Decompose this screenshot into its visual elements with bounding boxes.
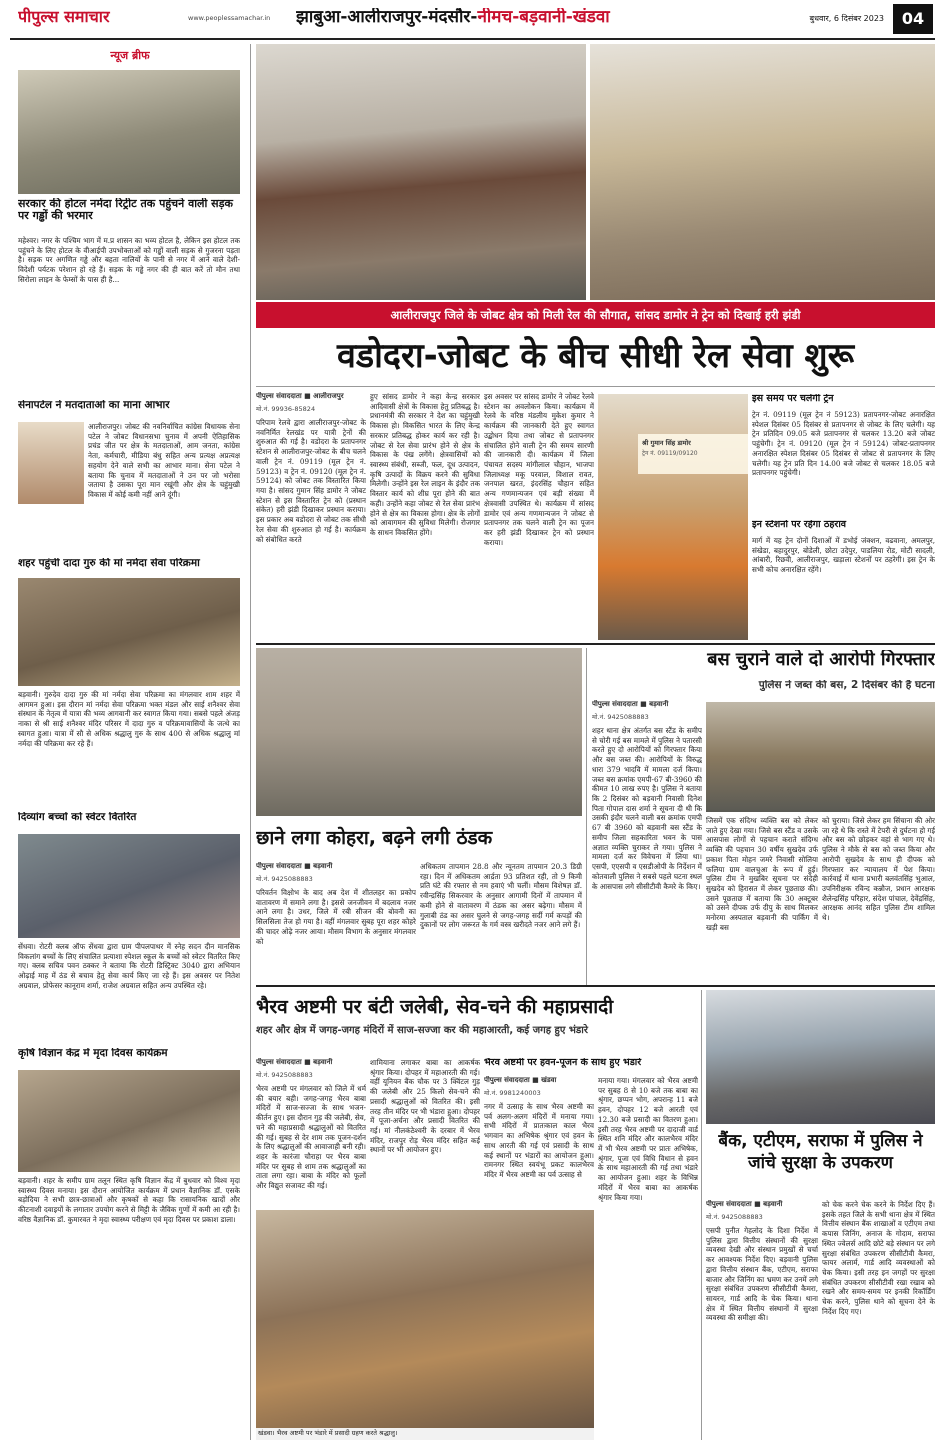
fog-column-1: परिवर्तन विक्षोभ के बाद अब देश में शीतलहर का प्रकोप वातावरण में समाने लगा है। इससे जनजीवन में बदलाव नजर आने लगा है। उधर, जिले में रबी सीजन की बोवनी का सिलसिला तेज हो गया है। वहीं मंगलवार सुबह पूरा शहर कोहरे की चादर ओढ़े नजर आया। मौसम विभाग के अनुसार मंगलवार को bbox=[256, 888, 416, 946]
bhairav-column-1: भैरव अष्टमी पर मंगलवार को जिले में धर्म की बयार बही। जगह-जगह भैरव बाबा मंदिरों में साज-सज्जा के साथ भजन-कीर्तन हुए। इस दौरान गुड़ की जलेबी, सेव, चने की महाप्रसादी श्रद्धालुओं को वितरित की गई। सुबह से देर शाम तक पूजन-दर्शन के लिए श्रद्धालुओं की आवाजाही बनी रही। शहर के कारंजा चौराहा पर भैरव बाबा मंदिर पर सुबह से शाम तक श्रद्धालुओं का ताता लगा रहा। बाबा के मंदिर को फूलों और विद्युत सजावट की गई। bbox=[256, 1084, 366, 1191]
masthead-divider bbox=[10, 38, 935, 40]
brief-3-headline: शहर पहुंची दादा गुरु की मां नर्मदा सेवा परिक्रमा bbox=[18, 558, 200, 569]
bus-mobile: मो.नं. 9425088883 bbox=[592, 713, 649, 721]
masthead bbox=[0, 0, 945, 48]
fog-mobile: मो.नं. 9425088883 bbox=[256, 875, 313, 883]
brief-4-headline: दिव्यांग बच्चों को स्वेटर वितरित bbox=[18, 812, 137, 823]
lead-column-2: हुए सांसद डामोर ने कहा केन्द्र सरकार आदिवासी क्षेत्रों के विकास हेतु प्रतिबद्ध है। प्रधानमंत्री की सरकार ने देश का चहुंमुखी विकास हो। विकसित भारत के लिए केन्द्र सरकार प्रतिबद्ध होकर कार्य कर रही है। जोबट से रेल सेवा प्रारंभ होने से क्षेत्र के विकास के पंख लगेंगे। क्षेत्रवासियों को स्वास्थ्य संबंधी, सब्जी, फल, दूध उत्पादन, कृषि उत्पादों के विक्रय करने की सुविधा मिलेगी। उन्होंने इस रेल लाइन के इंदौर तक विस्तार कार्य को शीघ्र पूरा होने की बात कही। उन्होंने कहा जोबट से रेल सेवा प्रारंभ होने से क्षेत्र का विकास होगा। क्षेत्र के लोगों को आवागमन की सुविधा मिलेगी। रोजगार के साधन विकसित होंगे। bbox=[370, 392, 480, 538]
bank-mobile: मो.नं. 9425088883 bbox=[706, 1213, 763, 1221]
brief-1-headline: सरकार की होटल नर्मदा रिट्रीट तक पहुंचने वाली सड़क पर गड्ढों की भरमार bbox=[18, 198, 233, 223]
brief-2-body: आलीराजपुर। जोबट की नवनिर्वाचित कांग्रेस विधायक सेना पटेल ने जोबट विधानसभा चुनाव में अपनी ऐतिहासिक प्रचंड जीत पर क्षेत्र के मतदाताओं, आम जनता, कांग्रेस नेता, कर्मचारी, मीडिया बंधु सहित अन्य प्रत्यक्ष अप्रत्यक्ष सहयोग देने वाले सभी का आभार माना। सेना पटेल ने बताया कि चुनाव में मतदाताओं ने उन पर जो भरोसा जताया है उसका पूरा मान रखूंगी और क्षेत्र के चहुंमुखी विकास में कोई कमी नहीं आने दूंगी। bbox=[88, 422, 240, 500]
bank-column-1: एसपी पुनीत गेहलोद के दिशा निर्देश में पुलिस द्वारा वित्तीय संस्थानों की सुरक्षा व्यवस्था देखी और संस्थान प्रमुखों से चर्चा कर आवश्यक निर्देश दिए। बड़वानी पुलिस द्वारा वित्तीय संस्थान बैंक, एटीएम, सराफा बाजार और जिनिंग का भ्रमण कर उनमें लगे सुरक्षा संबंधित उपकरण सीसीटीवी कैमरा, सायरन, गार्ड आदि के चेक किया। थाना क्षेत्र में स्थित वित्तीय संस्थानों में सुरक्षा व्यवस्था की समीक्षा की। bbox=[706, 1226, 818, 1323]
stations-heading: इन स्टेशनों पर रहेगा ठहराव bbox=[752, 520, 847, 530]
fog-column-2: अधिकतम तापमान 28.8 और न्यूनतम तापमान 20.3 डिग्री रहा। दिन में अधिकतम आर्द्रता 93 प्रतिशत रही, तो 9 किमी प्रति घंटे की रफ्तार से नम हवाएं भी चलीं। मौसम विशेषज्ञ डॉ. रवीन्द्रसिंह सिकरवार के अनुसार आगामी दिनों में तापमान में कमी होने से वातावरण में ठंडक का असर बढ़ेगा। मौसम में गुलाबी ठंड का असर घुलने से जगह-जगह सर्दी गर्म कपड़ों की दुकानों पर लोग जरूरत के गर्म वस्त्र खरीदते नजर आने लगे हैं। bbox=[420, 862, 582, 930]
mla-portrait-photo bbox=[18, 422, 84, 504]
parikrama-procession-photo bbox=[18, 578, 240, 686]
bhairav-khandwa-subhead: भैरव अष्टमी पर हवन-पूजन के साथ हुए भंडारे bbox=[484, 1058, 642, 1068]
mp-at-podium-photo bbox=[598, 394, 748, 640]
region-title-part-b: नीमच-बड़वानी-खंडवा bbox=[477, 8, 610, 27]
bhairav-khandwa-byline: पीपुल्स संवाददाता ■ खंडवा bbox=[484, 1076, 557, 1084]
stations-text: मार्ग में यह ट्रेन दोनों दिशाओं में डभोई जंक्शन, वढवाना, अमलपुर, संखेडा, बहादुरपुर, बोडेली, छोटा उदेपुर, पाडलिया रोड, मोटी सादली, आंबारी, रिछवी, आलीराजपुर, खड़ाला स्टेशनों पर ठहरेगी। इस ट्रेन के सभी कोच अनारक्षित रहेंगे। bbox=[752, 536, 935, 575]
newspaper-logo bbox=[18, 5, 178, 27]
bus-column-2: जिसमें एक संदिग्ध व्यक्ति बस को लेकर जाते हुए देखा गया। जिसे बस स्टैंड व उसके आसपास लोगों से पहचान कराते संदिग्ध व्यक्ति की पहचान 30 वर्षीय सुखदेव उर्फ प्रकाश पिता मोहन जमरे निवासी सोलिया फलिया ग्राम वालचुआ के रूप में हुई। पुलिस टीम ने मुखबिर सूचना पर संदेही सुखदेव को हिरासत में लेकर पूछताछ की। उसने पूछताछ में बताया कि 30 अक्टूबर को उसने दीपक उर्फ दीपु के साथ मिलकर मनोरमा अस्पताल बड़वानी की पार्किंग में खड़ी बस bbox=[706, 816, 818, 932]
lead-column-1: परिपाम रेलवे द्वारा आलीराजपुर-जोबट के नवनिर्मित रेलखंड पर यात्री ट्रेनों की शुरुआत की गई है। वडोदरा के प्रतापनगर स्टेशन से आलीराजपुर-जोबट के बीच चलने वाली ट्रेन नं. 09119 (मूल ट्रेन नं. 59123) व ट्रेन नं. 09120 (मूल ट्रेन नं. 59124) को जोबट तक विस्तारित किया गया है। सांसद गुमान सिंह डामोर ने जोबट स्टेशन से इस विस्तारित ट्रेन को (प्रस्थान संकेत) हरी झंडी दिखाकर प्रस्थान कराया। इस प्रकार अब वडोदरा से जोबट तक सीधी रेल सेवा की शुरुआत हो गई है। कार्यक्रम को संबोधित करते bbox=[256, 418, 366, 544]
sweater-distribution-photo bbox=[18, 834, 240, 938]
police-with-accused-photo bbox=[706, 702, 935, 812]
brief-5-headline: कृषि विज्ञान केंद्र में मृदा दिवस कार्यक्रम bbox=[18, 1048, 168, 1059]
podium-banner bbox=[638, 434, 748, 474]
bank-headline: बैंक, एटीएम, सराफा में पुलिस ने जांचे सुरक्षा के उपकरण bbox=[718, 1131, 923, 1174]
bus-headline: बस चुराने वाले दो आरोपी गिरफ्तार bbox=[707, 650, 935, 670]
audience-gathering-photo bbox=[590, 44, 935, 300]
lead-bottom-rule bbox=[256, 643, 935, 645]
bus-column-1: शहर थाना क्षेत्र अंतर्गत बस स्टैंड के समीप से चोरी गई बस मामले में पुलिस ने पतारसी करते हुए दो आरोपियों को गिरफ्तार किया और बस जब्त की। आरोपियों के विरुद्ध धारा 379 भादवि में मामला दर्ज किया। जब्त बस क्रमांक एमपी-67 बी-3960 की कीमत 10 लाख रुपए है। पुलिस ने बताया कि 2 दिसंबर को बड़वानी निवासी दिनेश पिता गोपाल दास शर्मा ने सूचना दी थी कि उसकी इंदौर चलने वाली बस क्रमांक एमपी 67 बी 3960 को बड़वानी बस स्टैंड के समीप जिला सहकारिता भवन के पास अज्ञात व्यक्ति चुराकर ले गया। पुलिस ने मामला दर्ज कर विवेचना में लिया था। एसपी, एएसपी व एसडीओपी के निर्देशन में कोतवाली पुलिस ने सबसे पहले घटना स्थल के आसपास लगे सीसीटीवी कैमरे के किए। bbox=[592, 726, 702, 891]
lead-kicker-bar bbox=[256, 302, 935, 328]
page-number: 04 bbox=[893, 4, 933, 34]
brief-1-body: महेश्वर। नगर के पश्चिम भाग में म.प्र शासन का भव्य होटल है, लेकिन इस होटल तक पहुंचने के लिए होटल के वीआईपी उपभोक्ताओं को गड्ढों वाली सड़क से गुजरना पड़ता है। सड़क पर अगणित गड्ढे और बहता नालियों के पानी से नगर में आने वाले देशी-विदेशी पर्यटक परेशान हो रहे हैं। सड़क के गड्ढे नगर की ही बात करें तो मौन तथा सिरोला लाइन के फेम्सों के पास ही है... bbox=[18, 236, 240, 284]
road-potholes-photo bbox=[18, 70, 240, 194]
brief-2-headline: सेनापटेल ने मतदाताओं का माना आभार bbox=[18, 400, 170, 411]
bhairav-mobile: मो.नं. 9425088883 bbox=[256, 1071, 313, 1079]
bhairav-headline: भैरव अष्टमी पर बंटी जलेबी, सेव-चने की महाप्रसादी bbox=[256, 996, 614, 1018]
column-divider-left bbox=[250, 44, 251, 1440]
logo-text: पीपुल्स समाचार bbox=[18, 7, 110, 26]
region-title-part-a: झाबुआ-आलीराजपुर-मंदसौर- bbox=[296, 8, 478, 27]
lead-kicker: आलीराजपुर जिले के जोबट क्षेत्र को मिली रेल की सौगात, सांसद डामोर ने ट्रेन को दिखाई हरी झंडी bbox=[390, 308, 801, 322]
bhairav-byline: पीपुल्स संवाददाता ■ बड़वानी bbox=[256, 1058, 333, 1066]
bus-subhead: पुलिस ने जब्त की बस, 2 दिसंबर की है घटना bbox=[758, 680, 935, 691]
soil-day-event-photo bbox=[18, 1070, 240, 1172]
brief-5-body: बड़वानी। शहर के समीप ग्राम तलून स्थित कृषि विज्ञान केंद्र में बुधवार को विश्व मृदा स्वास्थ्य दिवस मनाया। इस दौरान आयोजित कार्यक्रम में प्रधान वैज्ञानिक डॉ. एसके बड़ोदिया ने सभी छात्र-छात्राओं और कृषकों से कहा कि रासायनिक खादों और कीटनाशी दवाइयों के लगातार उपयोग करने से मिट्टी के जैविक गुणों में कमी आ रही है। वरिष्ठ वैज्ञानिक डॉ. कुमारवत ने मृदा स्वास्थ्य परीक्षण एवं मृदा दिवस पर प्रकाश डाला। bbox=[18, 1176, 240, 1224]
fog-headline: छाने लगा कोहरा, बढ़ने लगी ठंडक bbox=[256, 827, 493, 849]
lead-byline: पीपुल्स संवाददाता ■ आलीराजपुर bbox=[256, 392, 344, 400]
news-brief-label: न्यूज ब्रीफ bbox=[110, 49, 150, 62]
bhairav-column-2: शामियाना लगाकर बाबा का आकर्षक श्रृंगार किया। दोपहर में महाआरती की गई। वहीं यूनियन बैंक चौक पर 3 क्विंटल गुड़ की जलेबी और 25 किलो सेव-चने की प्रसादी श्रद्धालुओं को वितरित की। इसी तरह तीन मंदिर पर भी भंडारा हुआ। दोपहर में पूजा-अर्चना और प्रसादी वितरित की गई। मां नीलकंठेश्वरी के दरबार में भैरव मंदिर, राजपुर रोड़ भैरव मंदिर सहित कई स्थानों पर भी आयोजन हुए। bbox=[370, 1058, 480, 1155]
bank-byline: पीपुल्स संवाददाता ■ बड़वानी bbox=[706, 1200, 783, 1208]
bhairav-column-3: नगर में उत्साह के साथ भैरव अष्टमी का पर्व अलग-अलग मंदिरों में मनाया गया। सभी मंदिरों में प्रातःकाल काल भैरव भगवान का अभिषेक श्रृंगार एवं हवन के साथ आरती की गई एवं प्रसादी के साथ कई स्थानों पर भंडारों का आयोजन हुआ। रामनगर स्थित स्वयंभू प्रकट कालभैरव मंदिर में भैरव अष्टमी का पर्व उत्साह से bbox=[484, 1102, 594, 1180]
mid-bottom-rule bbox=[256, 985, 935, 987]
bus-byline: पीपुल्स संवाददाता ■ बड़वानी bbox=[592, 700, 669, 708]
bus-column-3: को चुराया। जिसे लेकर हम सिंचाना की ओर जा रहे थे कि रास्ते में टेपरी से दुर्घटना हो गई और बस को छोड़कर वहां से भाग गए थे। पुलिस ने मौके से बस को जब्त किया और आरोपी सुखदेव के साथ ही दीपक को गिरफ्तार कर न्यायालय में पेश किया। कार्रवाई में थाना प्रभारी बलवंतसिंह भुआल, उपनिरीक्षक रविन्द कन्नौज, प्रधान आरक्षक शैलेन्द्रसिंह परिहार, संदेश पांचाल, देवेंद्रसिंह, आरक्षक आनंद सहित पुलिस टीम शामिल थे। bbox=[822, 816, 935, 923]
brief-4-body: सेंधवा। रोटरी क्लब ऑफ सेंधवा द्वारा ग्राम पीपलपाथर में स्नेह सदन दीन मानसिक विकलांग बच्चों के लिए संचालित प्रत्याशा स्पेशल स्कूल के बच्चों को स्वेटर वितरित किए गए। क्लब सचिव पवन ठक्कर ने बताया कि रोटरी डिस्ट्रिक्ट 3040 द्वारा अभियान ओढ़ाई माह में ठंड से बचाव हेतु सेवा कार्य किए जा रहे हैं। इस अवसर पर नितेश अग्रवाल, प्रोफेसर कानूराम शर्मा, राजेश अग्रवाल सहित अन्य उपस्थित रहे। bbox=[18, 942, 240, 990]
foggy-city-photo bbox=[256, 648, 582, 816]
podium-banner-name: श्री गुमान सिंह डामोर bbox=[642, 439, 691, 447]
column-divider-bottom bbox=[701, 990, 702, 1440]
bhairav-subhead: शहर और क्षेत्र में जगह-जगह मंदिरों में साज-सज्जा कर की महाआरती, कई जगह हुए भंडारे bbox=[256, 1025, 588, 1036]
podium-banner-sub: ट्रेन नं. 09119/09120 bbox=[642, 450, 698, 457]
bhandara-devotees-photo bbox=[256, 1210, 594, 1428]
timetable-heading: इस समय पर चलेगी ट्रेन bbox=[752, 394, 834, 404]
brief-3-body: बड़वानी। गुरुदेव दादा गुरु की मां नर्मदा सेवा परिक्रमा का मंगलवार शाम शहर में आगमन हुआ। इस दौरान मां नर्मदा सेवा परिक्रमा भक्त मंडल और साई शनैश्वर सेवा संस्थान के नेतृत्व में यात्रा की भव्य आगवानी कर स्वागत किया गया। सबसे पहले अंजड़ नाका से श्री साई शनैश्वर मंदिर परिसर में दादा गुरु व परिक्रमावासियों के जत्थे का स्वागत हुआ। यात्रा में सौ से अधिक श्रद्धालु गुरु के साथ 400 से अधिक श्रद्धालु मां नर्मदा की परिक्रमा कर रहे हैं। bbox=[18, 690, 240, 748]
website-url: www.peoplessamachar.in bbox=[188, 14, 271, 22]
news-brief-column bbox=[10, 44, 248, 1440]
bhairav-column-4: मनाया गया। मंगलवार को भैरव अष्टमी पर सुबह 8 से 10 बजे तक बाबा का श्रृंगार, छप्पन भोग, अपरान्ह 11 बजे हवन, दोपहर 12 बजे आरती एवं 12.30 बजे प्रसादी का वितरण हुआ। इसी तरह भैरव अष्टमी पर दादाजी वार्ड स्थित शनि मंदिर और कालभैरव मंदिर में भी भैरव अष्टमी पर प्रातः अभिषेक, श्रृंगार, पूजा एवं विधि विधान से हवन के साथ महाआरती की गई तथा भंडारे का आयोजन हुआ। शहर के विभिन्न मंदिरों में भैरव बाबा का आकर्षक श्रृंगार किया गया। bbox=[598, 1076, 698, 1202]
lead-column-3: इस अवसर पर सांसद डामोर ने जोबट रेलवे स्टेशन का अवलोकन किया। कार्यक्रम में रेलवे के वरिष्ठ मंडलीय मुकेश कुमार ने कार्यक्रम की जानकारी देते हुए स्वागत उद्बोधन दिया तथा जोबट से प्रतापनगर संचालित होने वाली ट्रेन की समय सारणी की जानकारी दी। कार्यक्रम में जिला पंचायत सदस्य मांगीलाल चौहान, भाजपा जिलाध्यक्ष मकू परवाल, विशाल रावत, जनपाल खरत, इंदरसिंह चौहान सहित अन्य गणमान्यजन एवं बड़ी संख्या में क्षेत्रवासी उपस्थित थे। कार्यक्रम में सांसद डामोर एवं अन्य गणमान्यजन ने जोबट से प्रतापनगर तक चलने वाली ट्रेन का पूजन कर हरी झंडी दिखाकर ट्रेन को प्रस्थान कराया। bbox=[484, 392, 594, 547]
timetable-text: ट्रेन नं. 09119 (मूल ट्रेन नं 59123) प्रतापनगर-जोबट अनारक्षित स्पेशल दिसंबर 05 दिसंबर से प्रतापनगर से जोबट के लिए चलेगी। यह ट्रेन प्रतिदिन 09.05 बजे प्रतापनगर से चलकर 13.20 बजे जोबट पहुंचेगी। ट्रेन नं. 09120 (मूल ट्रेन नं 59124) जोबट-प्रतापनगर अनारक्षित स्पेशल दिसंबर 05 दिसंबर से जोबट से प्रतापनगर के लिए चलेगी। यह ट्रेन प्रति दिन 14.00 बजे जोबट से चलकर 18.05 बजे प्रतापनगर पहुंचेगी। bbox=[752, 410, 935, 478]
issue-date: बुधवार, 6 दिसंबर 2023 bbox=[809, 14, 884, 23]
bhairav-khandwa-mobile: मो.नं. 9981240003 bbox=[484, 1089, 541, 1097]
lead-mobile: मो.नं. 99936-85824 bbox=[256, 405, 316, 413]
police-at-bank-photo bbox=[706, 990, 935, 1124]
bhandara-photo-caption: खंडवा। भैरव अष्टमी पर भंडारे में प्रसादी ग्रहण करते श्रद्धालु। bbox=[256, 1428, 594, 1440]
fog-byline: पीपुल्स संवाददाता ■ बड़वानी bbox=[256, 862, 333, 870]
lead-rule bbox=[256, 386, 935, 387]
region-title bbox=[296, 8, 756, 32]
train-departure-photo bbox=[256, 44, 586, 300]
column-divider-mid bbox=[586, 648, 587, 986]
bank-column-2: को चेक करने चेक करने के निर्देश दिए हैं। इसके तहत जिले के सभी थाना क्षेत्र में स्थित वित्तीय संस्थान बैंक शाखाओं व एटीएम तथा कपास जिनिंग, अनाज के गोदाम, सराफा स्थित ज्वेलर्स आदि छोटे बड़े संस्थान पर लगे सुरक्षा संबंधित उपकरण सीसीटीवी कैमरा, फायर अलार्म, गार्ड आदि व्यवस्थाओं को चेक किया। इसी तरह इन जगहों पर सुरक्षा संबंधित उपकरण सीसीटीवी रखा रखाव को रखने और समय-समय पर इनकी रिकॉर्डिंग चेक करने, पुलिस थाने को सूचना देने के निर्देश दिए गए। bbox=[822, 1200, 935, 1316]
lead-headline: वडोदरा-जोबट के बीच सीधी रेल सेवा शुरू bbox=[337, 336, 854, 376]
